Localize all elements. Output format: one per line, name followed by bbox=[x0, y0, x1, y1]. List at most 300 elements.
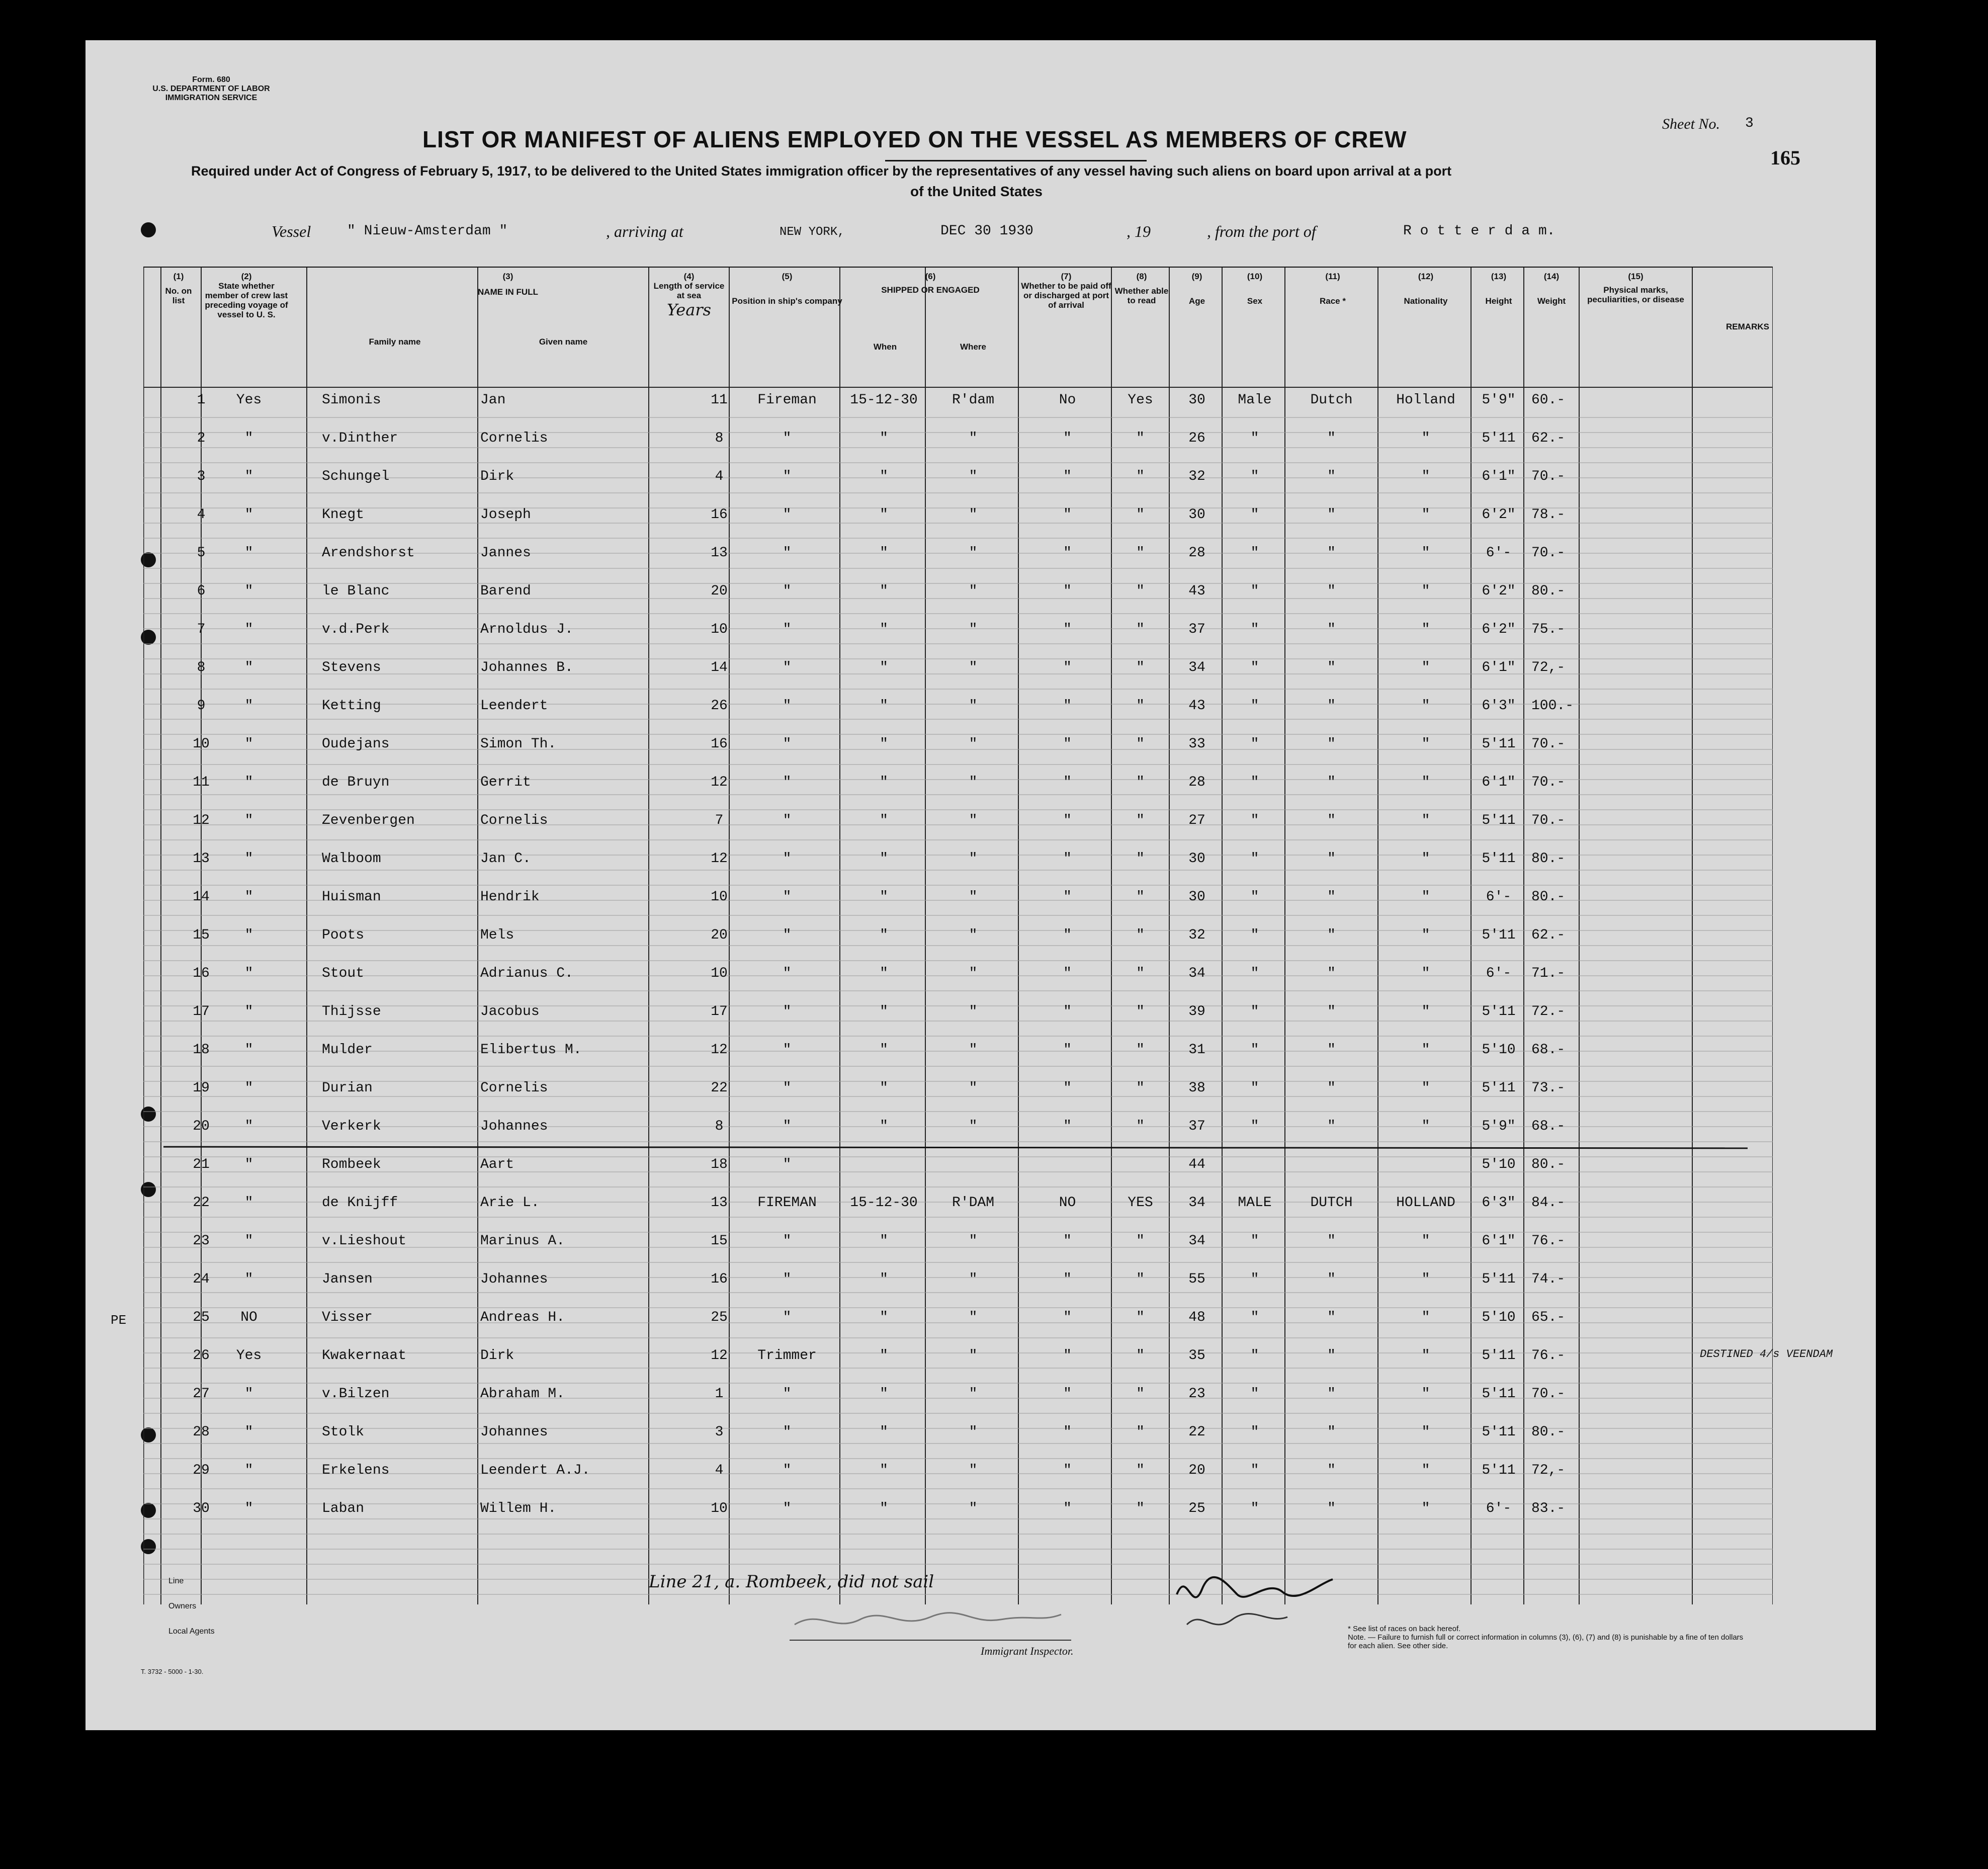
row-family: Durian bbox=[322, 1080, 373, 1096]
row-paid: " bbox=[1063, 1501, 1072, 1516]
row-height: 6'1" bbox=[1482, 775, 1516, 790]
row-sex: " bbox=[1250, 1271, 1259, 1287]
row-sex: " bbox=[1250, 927, 1259, 943]
row-years: 16 bbox=[711, 1271, 728, 1287]
row-no: 26 bbox=[193, 1348, 210, 1364]
row-age: 26 bbox=[1188, 431, 1205, 446]
row-age: 44 bbox=[1188, 1157, 1205, 1172]
row-paid: " bbox=[1063, 583, 1072, 599]
row-nat: " bbox=[1421, 1310, 1430, 1325]
row-age: 35 bbox=[1188, 1348, 1205, 1364]
agent-signature bbox=[790, 1604, 1071, 1635]
row-years: 26 bbox=[711, 698, 728, 714]
row-years: 10 bbox=[711, 1501, 728, 1516]
row-where: " bbox=[969, 1310, 978, 1325]
col-race: Race * bbox=[1320, 296, 1346, 306]
row-sex: Male bbox=[1238, 392, 1272, 408]
row-no: 2 bbox=[197, 431, 206, 446]
row-where: " bbox=[969, 431, 978, 446]
row-years: 12 bbox=[711, 851, 728, 867]
row-paid: " bbox=[1063, 1310, 1072, 1325]
row-sex: " bbox=[1250, 660, 1259, 675]
row-paid: " bbox=[1063, 736, 1072, 752]
row-weight: 65.- bbox=[1531, 1310, 1566, 1325]
row-crew: " bbox=[244, 736, 253, 752]
row-read: " bbox=[1136, 469, 1145, 484]
row-crew: " bbox=[244, 698, 253, 714]
col-num: (12) bbox=[1418, 272, 1434, 281]
col-num: (6) bbox=[925, 272, 936, 281]
row-crew: " bbox=[244, 583, 253, 599]
row-position: " bbox=[783, 660, 792, 675]
row-race: " bbox=[1327, 813, 1336, 828]
row-sex: " bbox=[1250, 1424, 1259, 1440]
row-years: 12 bbox=[711, 1348, 728, 1364]
col-num: (10) bbox=[1247, 272, 1263, 281]
row-family: Poots bbox=[322, 927, 365, 943]
row-weight: 80.- bbox=[1531, 1424, 1566, 1440]
row-years: 10 bbox=[711, 889, 728, 905]
row-nat: " bbox=[1421, 431, 1430, 446]
row-where: " bbox=[969, 927, 978, 943]
row-weight: 72.- bbox=[1531, 1004, 1566, 1020]
row-years: 13 bbox=[711, 545, 728, 561]
row-height: 6'1" bbox=[1482, 660, 1516, 675]
row-weight: 78.- bbox=[1531, 507, 1566, 523]
row-no: 13 bbox=[193, 851, 210, 867]
row-nat: " bbox=[1421, 1348, 1430, 1364]
row-where: " bbox=[969, 966, 978, 981]
row-paid: " bbox=[1063, 431, 1072, 446]
row-weight: 76.- bbox=[1531, 1233, 1566, 1249]
row-family: Jansen bbox=[322, 1271, 373, 1287]
row-height: 5'11 bbox=[1482, 1463, 1516, 1478]
row-family: Simonis bbox=[322, 392, 381, 408]
row-crew: " bbox=[244, 622, 253, 637]
row-race: " bbox=[1327, 889, 1336, 905]
row-age: 30 bbox=[1188, 392, 1205, 408]
row-crew: " bbox=[244, 1463, 253, 1478]
row-years: 20 bbox=[711, 583, 728, 599]
row-when: " bbox=[880, 775, 888, 790]
row-weight: 71.- bbox=[1531, 966, 1566, 981]
row-given: Leendert A.J. bbox=[480, 1463, 590, 1478]
row-where: " bbox=[969, 545, 978, 561]
row-no: 22 bbox=[193, 1195, 210, 1211]
col-length-service: Length of service at sea bbox=[653, 281, 725, 300]
col-num: (15) bbox=[1628, 272, 1644, 281]
row-crew: " bbox=[244, 660, 253, 675]
row-years: 1 bbox=[715, 1386, 724, 1402]
row-no: 24 bbox=[193, 1271, 210, 1287]
row-age: 34 bbox=[1188, 1233, 1205, 1249]
row-nat: " bbox=[1421, 1386, 1430, 1402]
subtitle: Required under Act of Congress of February 5, 1917, to be delivered to the United States immigration officer by the representatives of any vessel having such aliens on board upon arrival at a port bbox=[191, 163, 1452, 179]
row-age: 43 bbox=[1188, 698, 1205, 714]
col-physical: Physical marks, peculiarities, or disease bbox=[1587, 285, 1684, 304]
page-title: LIST OR MANIFEST OF ALIENS EMPLOYED ON THE VESSEL AS MEMBERS OF CREW bbox=[422, 126, 1407, 152]
row-sex: " bbox=[1250, 966, 1259, 981]
row-nat: Holland bbox=[1396, 392, 1455, 408]
row-family: de Bruyn bbox=[322, 775, 390, 790]
agents-label: Local Agents bbox=[168, 1627, 215, 1636]
row-where: R'DAM bbox=[952, 1195, 994, 1211]
row-when: " bbox=[880, 1119, 888, 1134]
row-age: 43 bbox=[1188, 583, 1205, 599]
handwritten-note: Line 21, a. Rombeek, did not sail bbox=[649, 1572, 934, 1592]
row-where: " bbox=[969, 622, 978, 637]
row-race: " bbox=[1327, 507, 1336, 523]
row-weight: 74.- bbox=[1531, 1271, 1566, 1287]
row-weight: 62.- bbox=[1531, 927, 1566, 943]
row-nat: " bbox=[1421, 966, 1430, 981]
row-read: " bbox=[1136, 660, 1145, 675]
row-no: 15 bbox=[193, 927, 210, 943]
row-paid: " bbox=[1063, 1233, 1072, 1249]
row-family: Zevenbergen bbox=[322, 813, 415, 828]
row-where: " bbox=[969, 813, 978, 828]
row-nat: " bbox=[1421, 1463, 1430, 1478]
col-shipped: SHIPPED OR ENGAGED bbox=[881, 285, 980, 295]
row-age: 30 bbox=[1188, 889, 1205, 905]
row-nat: " bbox=[1421, 851, 1430, 867]
row-race: " bbox=[1327, 1233, 1336, 1249]
row-position: " bbox=[783, 469, 792, 484]
row-weight: 80.- bbox=[1531, 1157, 1566, 1172]
row-where: " bbox=[969, 469, 978, 484]
row-race: " bbox=[1327, 1386, 1336, 1402]
row-sex: " bbox=[1250, 1501, 1259, 1516]
row-crew: " bbox=[244, 1271, 253, 1287]
footnote-fine: Note. — Failure to furnish full or correct information in columns (3), (6), (7) and (8) is punishable by a fine of ten dollars for each alien. See other side. bbox=[1348, 1633, 1744, 1650]
row-race: " bbox=[1327, 1271, 1336, 1287]
row-where: " bbox=[969, 698, 978, 714]
row-nat: " bbox=[1421, 469, 1430, 484]
row-read: " bbox=[1136, 889, 1145, 905]
row-nat: " bbox=[1421, 507, 1430, 523]
print-code: T. 3732 - 5000 - 1-30. bbox=[141, 1668, 204, 1675]
row-race: Dutch bbox=[1310, 392, 1353, 408]
row-age: 34 bbox=[1188, 660, 1205, 675]
row-paid: " bbox=[1063, 775, 1072, 790]
col-num: (7) bbox=[1061, 272, 1072, 281]
row-crew: " bbox=[244, 1004, 253, 1020]
row-age: 38 bbox=[1188, 1080, 1205, 1096]
year-label: , 19 bbox=[1127, 222, 1151, 240]
row-position: " bbox=[783, 1080, 792, 1096]
row-crew: Yes bbox=[236, 1348, 262, 1364]
row-paid: " bbox=[1063, 1042, 1072, 1058]
inspector-label: Immigrant Inspector. bbox=[981, 1645, 1074, 1657]
row-race: " bbox=[1327, 966, 1336, 981]
row-paid: " bbox=[1063, 1424, 1072, 1440]
row-years: 16 bbox=[711, 736, 728, 752]
row-weight: 68.- bbox=[1531, 1042, 1566, 1058]
row-paid: " bbox=[1063, 469, 1072, 484]
row-weight: 84.- bbox=[1531, 1195, 1566, 1211]
row-read: " bbox=[1136, 698, 1145, 714]
row-years: 18 bbox=[711, 1157, 728, 1172]
row-where: " bbox=[969, 1386, 978, 1402]
row-given: Johannes B. bbox=[480, 660, 573, 675]
row-where: " bbox=[969, 1463, 978, 1478]
row-sex: " bbox=[1250, 775, 1259, 790]
row-paid: " bbox=[1063, 622, 1072, 637]
row-weight: 72,- bbox=[1531, 1463, 1566, 1478]
row-no: 1 bbox=[197, 392, 206, 408]
row-nat: " bbox=[1421, 660, 1430, 675]
row-when: " bbox=[880, 1271, 888, 1287]
row-crew: Yes bbox=[236, 392, 262, 408]
row-sex: " bbox=[1250, 736, 1259, 752]
row-when: " bbox=[880, 736, 888, 752]
row-crew: " bbox=[244, 1042, 253, 1058]
col-name-in-full: NAME IN FULL bbox=[478, 287, 538, 297]
row-where: " bbox=[969, 1501, 978, 1516]
row-height: 6'3" bbox=[1482, 1195, 1516, 1211]
row-position: " bbox=[783, 1119, 792, 1134]
row-position: " bbox=[783, 966, 792, 981]
row-race: " bbox=[1327, 698, 1336, 714]
row-height: 5'11 bbox=[1482, 813, 1516, 828]
row-paid: " bbox=[1063, 1119, 1072, 1134]
row-where: " bbox=[969, 851, 978, 867]
row-family: Stevens bbox=[322, 660, 381, 675]
row-race: " bbox=[1327, 1042, 1336, 1058]
row-family: Visser bbox=[322, 1310, 373, 1325]
row-position: " bbox=[783, 1424, 792, 1440]
row-read: " bbox=[1136, 927, 1145, 943]
row-position: " bbox=[783, 1004, 792, 1020]
row-where: " bbox=[969, 1348, 978, 1364]
row-when: " bbox=[880, 813, 888, 828]
row-paid: " bbox=[1063, 1080, 1072, 1096]
form-header bbox=[151, 75, 272, 103]
row-paid: " bbox=[1063, 545, 1072, 561]
col-num: (11) bbox=[1325, 272, 1340, 281]
row-weight: 68.- bbox=[1531, 1119, 1566, 1134]
row-no: 8 bbox=[197, 660, 206, 675]
row-paid: " bbox=[1063, 507, 1072, 523]
row-where: " bbox=[969, 1004, 978, 1020]
row-paid: No bbox=[1059, 392, 1076, 408]
row-sex: " bbox=[1250, 1080, 1259, 1096]
row-where: " bbox=[969, 583, 978, 599]
row-weight: 83.- bbox=[1531, 1501, 1566, 1516]
row-no: 29 bbox=[193, 1463, 210, 1478]
row-position: " bbox=[783, 851, 792, 867]
row-no: 21 bbox=[193, 1157, 210, 1172]
row-family: Thijsse bbox=[322, 1004, 381, 1020]
row-given: Jan C. bbox=[480, 851, 531, 867]
row-position: " bbox=[783, 889, 792, 905]
col-num: (5) bbox=[782, 272, 793, 281]
row-weight: 70.- bbox=[1531, 736, 1566, 752]
row-age: 20 bbox=[1188, 1463, 1205, 1478]
row-paid: " bbox=[1063, 698, 1072, 714]
row-when: " bbox=[880, 927, 888, 943]
row-read: " bbox=[1136, 622, 1145, 637]
row-read: " bbox=[1136, 1042, 1145, 1058]
from-label: , from the port of bbox=[1207, 222, 1316, 240]
row-no: 9 bbox=[197, 698, 206, 714]
col-num: (8) bbox=[1136, 272, 1147, 281]
row-given: Dirk bbox=[480, 1348, 514, 1364]
row-no: 23 bbox=[193, 1233, 210, 1249]
row-race: " bbox=[1327, 927, 1336, 943]
row-height: 6'2" bbox=[1482, 622, 1516, 637]
row-sex: " bbox=[1250, 1386, 1259, 1402]
vessel-name: " Nieuw-Amsterdam " bbox=[347, 223, 508, 239]
row-crew: " bbox=[244, 507, 253, 523]
row-position: " bbox=[783, 1233, 792, 1249]
col-num: (9) bbox=[1191, 272, 1202, 281]
row-sex: " bbox=[1250, 622, 1259, 637]
row-height: 6'2" bbox=[1482, 583, 1516, 599]
row-race: " bbox=[1327, 1119, 1336, 1134]
row-crew: NO bbox=[240, 1310, 257, 1325]
row-sex: " bbox=[1250, 1042, 1259, 1058]
row-family: Knegt bbox=[322, 507, 365, 523]
row-where: " bbox=[969, 1080, 978, 1096]
row-years: 11 bbox=[711, 392, 728, 408]
row-no: 17 bbox=[193, 1004, 210, 1020]
row-years: 13 bbox=[711, 1195, 728, 1211]
row-crew: " bbox=[244, 1080, 253, 1096]
margin-note: PE bbox=[111, 1313, 127, 1328]
row-sex: " bbox=[1250, 1348, 1259, 1364]
row-sex: " bbox=[1250, 851, 1259, 867]
row-nat: " bbox=[1421, 775, 1430, 790]
row-where: " bbox=[969, 736, 978, 752]
row-family: Rombeek bbox=[322, 1157, 381, 1172]
row-race: " bbox=[1327, 1004, 1336, 1020]
row-height: 5'10 bbox=[1482, 1157, 1516, 1172]
row-crew: " bbox=[244, 1386, 253, 1402]
row-age: 27 bbox=[1188, 813, 1205, 828]
row-paid: " bbox=[1063, 813, 1072, 828]
row-position: " bbox=[783, 813, 792, 828]
row-family: Walboom bbox=[322, 851, 381, 867]
row-years: 12 bbox=[711, 775, 728, 790]
row-read: " bbox=[1136, 431, 1145, 446]
row-weight: 76.- bbox=[1531, 1348, 1566, 1364]
row-no: 16 bbox=[193, 966, 210, 981]
row-when: 15-12-30 bbox=[850, 1195, 918, 1211]
row-position: " bbox=[783, 1501, 792, 1516]
row-where: " bbox=[969, 1424, 978, 1440]
row-read: " bbox=[1136, 1310, 1145, 1325]
row-race: " bbox=[1327, 851, 1336, 867]
row-weight: 70.- bbox=[1531, 775, 1566, 790]
row-given: Jan bbox=[480, 392, 506, 408]
row-family: Laban bbox=[322, 1501, 365, 1516]
row-read: " bbox=[1136, 1080, 1145, 1096]
row-when: " bbox=[880, 1424, 888, 1440]
row-position: " bbox=[783, 507, 792, 523]
row-nat: " bbox=[1421, 1501, 1430, 1516]
row-crew: " bbox=[244, 889, 253, 905]
row-age: 34 bbox=[1188, 1195, 1205, 1211]
from-port: R o t t e r d a m. bbox=[1403, 223, 1555, 239]
row-nat: " bbox=[1421, 622, 1430, 637]
row-given: Andreas H. bbox=[480, 1310, 565, 1325]
row-height: 5'11 bbox=[1482, 927, 1516, 943]
row-no: 27 bbox=[193, 1386, 210, 1402]
row-family: Kwakernaat bbox=[322, 1348, 407, 1364]
row-read: " bbox=[1136, 1348, 1145, 1364]
row-race: " bbox=[1327, 1424, 1336, 1440]
row-position: " bbox=[783, 736, 792, 752]
row-crew: " bbox=[244, 851, 253, 867]
row-height: 6'1" bbox=[1482, 469, 1516, 484]
row-no: 12 bbox=[193, 813, 210, 828]
row-when: " bbox=[880, 507, 888, 523]
row-when: " bbox=[880, 545, 888, 561]
row-height: 5'11 bbox=[1482, 1386, 1516, 1402]
row-race: " bbox=[1327, 583, 1336, 599]
row-race: " bbox=[1327, 431, 1336, 446]
row-age: 22 bbox=[1188, 1424, 1205, 1440]
col-weight: Weight bbox=[1537, 296, 1566, 306]
row-no: 10 bbox=[193, 736, 210, 752]
col-given-name: Given name bbox=[539, 337, 588, 347]
row-years: 15 bbox=[711, 1233, 728, 1249]
row-position: " bbox=[783, 775, 792, 790]
col-age: Age bbox=[1188, 296, 1205, 306]
row-weight: 70.- bbox=[1531, 545, 1566, 561]
col-nationality: Nationality bbox=[1404, 296, 1448, 306]
row-position: " bbox=[783, 927, 792, 943]
row-position: " bbox=[783, 1271, 792, 1287]
title-rule bbox=[885, 160, 1147, 161]
row-weight: 80.- bbox=[1531, 583, 1566, 599]
row-age: 37 bbox=[1188, 622, 1205, 637]
row-when: " bbox=[880, 583, 888, 599]
row-height: 5'10 bbox=[1482, 1042, 1516, 1058]
col-num: (3) bbox=[502, 272, 513, 281]
row-crew: " bbox=[244, 966, 253, 981]
row-position: " bbox=[783, 431, 792, 446]
row-read: YES bbox=[1128, 1195, 1153, 1211]
row-given: Leendert bbox=[480, 698, 548, 714]
row-crew: " bbox=[244, 545, 253, 561]
col-height: Height bbox=[1485, 296, 1512, 306]
col-when: When bbox=[873, 342, 897, 352]
row-sex: " bbox=[1250, 469, 1259, 484]
row-years: 3 bbox=[715, 1424, 724, 1440]
row-read: " bbox=[1136, 851, 1145, 867]
row-given: Gerrit bbox=[480, 775, 531, 790]
row-age: 23 bbox=[1188, 1386, 1205, 1402]
row-when: 15-12-30 bbox=[850, 392, 918, 408]
row-paid: " bbox=[1063, 660, 1072, 675]
row-crew: " bbox=[244, 775, 253, 790]
col-state-whether: State whether member of crew last preceding voyage of vessel to U. S. bbox=[205, 281, 288, 319]
row-age: 28 bbox=[1188, 545, 1205, 561]
row-given: Abraham M. bbox=[480, 1386, 565, 1402]
row-race: " bbox=[1327, 775, 1336, 790]
row-race: " bbox=[1327, 1501, 1336, 1516]
row-weight: 62.- bbox=[1531, 431, 1566, 446]
row-where: " bbox=[969, 1271, 978, 1287]
row-given: Johannes bbox=[480, 1271, 548, 1287]
row-age: 31 bbox=[1188, 1042, 1205, 1058]
row-position: " bbox=[783, 698, 792, 714]
row-given: Barend bbox=[480, 583, 531, 599]
row-sex: " bbox=[1250, 1119, 1259, 1134]
row-when: " bbox=[880, 1310, 888, 1325]
